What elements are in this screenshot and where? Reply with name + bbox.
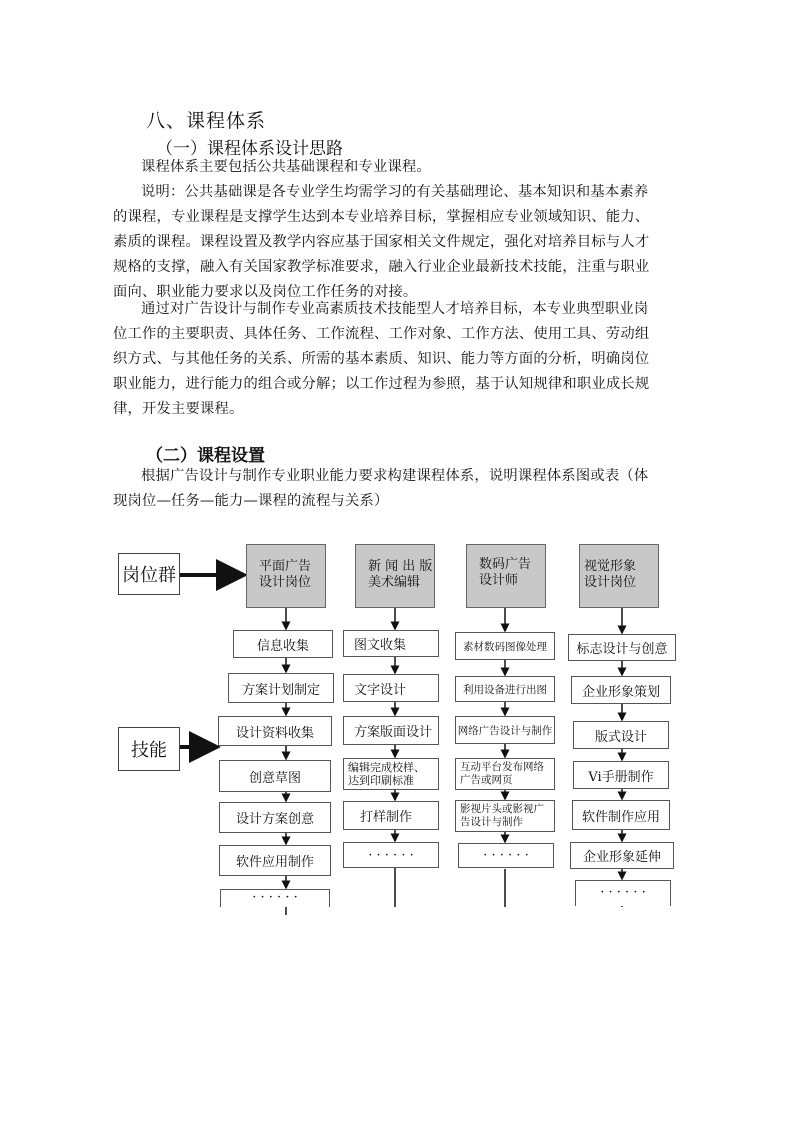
header-line: 美术编辑: [368, 575, 421, 590]
paragraph-line: 的课程，专业课程是支撑学生达到本专业培养目标，掌握相应专业领域知识、能力、: [113, 209, 650, 225]
paragraph-line: 课程体系主要包括公共基础课程和专业课程。: [141, 159, 431, 175]
skill-box: 编辑完成校样、达到印刷标准: [343, 758, 439, 790]
paragraph-line: 通过对广告设计与制作专业高素质技术技能型人才培养目标，本专业典型职业岗: [141, 301, 649, 317]
column-header-digital-ad: [466, 544, 546, 608]
skill-box: 互动平台发布网络广告或网页: [455, 758, 555, 790]
column-header-publishing: [355, 544, 435, 608]
paragraph-line: 素质的课程。课程设置及教学内容应基于国家相关文件规定，强化对培养目标与人才: [113, 234, 650, 250]
skill-box-more: · · · · · ·: [343, 842, 439, 868]
header-line: 设计岗位: [584, 575, 637, 590]
skill-box: 影视片头或影视广告设计与制作: [455, 800, 555, 832]
skill-box: 图文收集: [343, 630, 439, 657]
skill-box-more: · · · · · ·: [220, 889, 330, 907]
paragraph-line: 现岗位—任务—能力—课程的流程与关系）: [113, 493, 389, 509]
position-group-label: 岗位群: [118, 553, 180, 595]
paragraph-line: 规格的支撑，融入有关国家教学标准要求，融入行业企业最新技术技能，注重与职业: [113, 259, 650, 275]
skill-box: 版式设计: [573, 721, 669, 749]
header-line: 数码广告: [479, 557, 532, 572]
header-line: 设计岗位: [259, 575, 312, 590]
paragraph-line: 位工作的主要职责、具体任务、工作流程、工作对象、工作方法、使用工具、劳动组: [113, 326, 650, 342]
header-line: 新 闻 出 版: [368, 559, 433, 574]
skill-box: 信息收集: [233, 630, 333, 658]
skill-box: 软件制作应用: [572, 800, 670, 830]
skill-box: 软件应用制作: [219, 845, 331, 876]
paragraph-line: 说明：公共基础课是各专业学生均需学习的有关基础理论、基本知识和基本素养: [141, 184, 649, 200]
header-line: 平面广告: [259, 559, 312, 574]
skill-box: 利用设备进行出图: [455, 676, 555, 702]
skill-box: 网络广告设计与制作: [455, 716, 555, 744]
skill-box: 企业形象策划: [571, 676, 671, 704]
skill-box: 设计方案创意: [219, 802, 331, 833]
paragraph-line: 织方式、与其他任务的关系、所需的基本素质、知识、能力等方面的分析，明确岗位: [113, 351, 650, 367]
skills-label: 技能: [118, 727, 180, 771]
header-line: 视觉形象: [584, 559, 637, 574]
paragraph-line: 根据广告设计与制作专业职业能力要求构建课程体系，说明课程体系图或表（体: [141, 468, 649, 484]
paragraph-line: 律，开发主要课程。: [113, 401, 244, 417]
skill-box: Vi手册制作: [573, 761, 669, 789]
skill-box: 打样制作: [343, 801, 439, 830]
skill-box-more: · · · · · ·: [575, 880, 671, 906]
skill-box: 方案版面设计: [343, 716, 439, 745]
skill-box: 标志设计与创意: [568, 634, 676, 661]
skill-box-more: · · · · · ·: [458, 843, 554, 868]
subheading-course-setup: （二）课程设置: [146, 446, 265, 466]
skill-box: 设计资料收集: [218, 716, 332, 746]
skill-box: 文字设计: [343, 674, 439, 702]
skill-box: 素材数码图像处理: [455, 632, 555, 660]
paragraph-line: 职业能力，进行能力的组合或分解；以工作过程为参照，基于认知规律和职业成长规: [113, 376, 650, 392]
header-line: 设计师: [479, 573, 519, 588]
column-header-print-ad: [246, 544, 326, 608]
skill-box: 创意草图: [219, 760, 331, 792]
column-header-visual-identity: [579, 544, 659, 608]
section-heading: 八、课程体系: [146, 110, 267, 132]
subheading-design-approach: （一）课程体系设计思路: [156, 139, 343, 159]
paragraph-line: 面向、职业能力要求以及岗位工作任务的对接。: [113, 284, 418, 300]
skill-box: 企业形象延伸: [570, 842, 674, 869]
skill-box: 方案计划制定: [228, 673, 334, 703]
